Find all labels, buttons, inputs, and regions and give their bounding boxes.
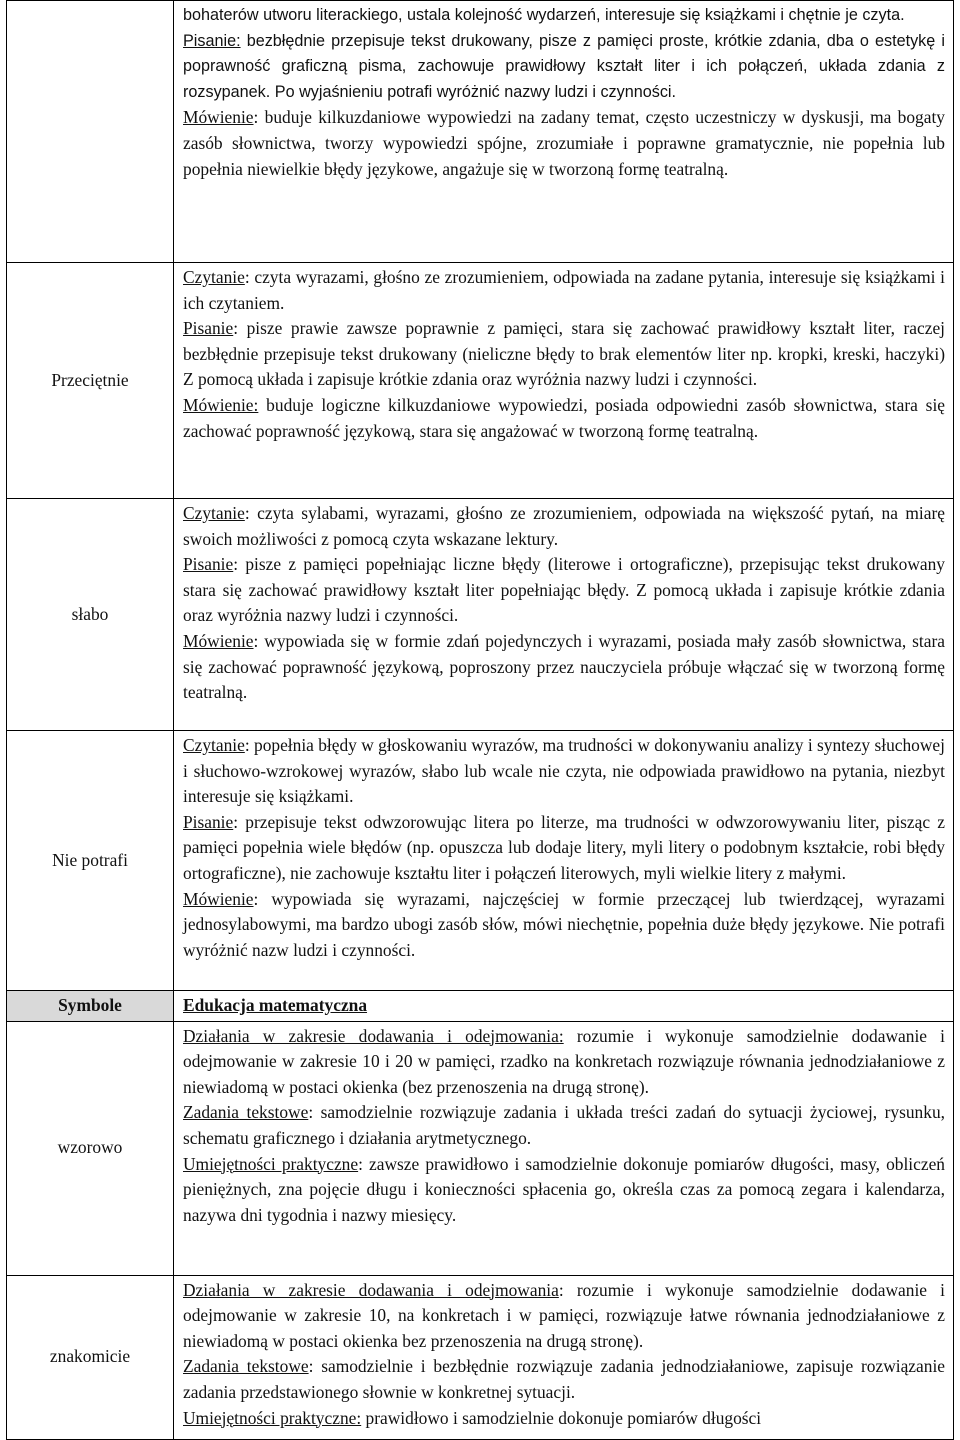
skill-description: prawidłowo i samodzielnie dokonuje pomiarów długości [361, 1407, 762, 1428]
skill-description: : wypowiada się wyrazami, najczęściej w formie przeczącej lub twierdzącej, wyrazami jednosylabowymi, ma bardzo ubogi zasób słów, mówi niechętnie, popełnia duże błędy językowe. Nie potrafi wyróżnić nazw ludzi i czynności. [183, 888, 945, 960]
level-label: słabo [71, 603, 109, 624]
table-row [7, 499, 954, 731]
criteria-paragraph [183, 29, 945, 106]
skill-description: : pisze z pamięci popełniając liczne błędy (literowe i ortograficzne), przepisując tekst drukowany stara się zachować prawidłowy kształt liter popełniając błędy. Z pomocą układa i zapisuje krótkie zdania oraz wyróżnia nazwy ludzi i czynności. [183, 554, 945, 626]
criteria-paragraph [183, 810, 945, 887]
skill-label: Pisanie [183, 554, 234, 575]
table-row [7, 263, 954, 499]
skill-label: Mówienie: [183, 394, 259, 415]
skill-description: : rozumie i wykonuje samodzielnie dodawanie i odejmowanie w zakresie 10, na konkretach i w pamięci, rozwiązuje łatwe równania jednodziałaniowe z niewiadomą w postaci okienka bez przenoszenia na drugą stronę). [183, 1279, 945, 1351]
assessment-table-body [7, 1, 954, 1440]
skill-description: : zawsze prawidłowo i samodzielnie dokonuje pomiarów długości, masy, obliczeń pieniężnych, zna pojęcie długu i konieczności spłacenia go, określa czas za pomocą zegara i kalendarza, nazywa dni tygodnia i nazwy miesięcy. [183, 1153, 945, 1225]
skill-label: Czytanie [183, 735, 245, 755]
skill-description: : pisze prawie zawsze poprawnie z pamięci, stara się zachować prawidłowy kształt liter, raczej bezbłędnie przepisuje tekst drukowany (nieliczne błędy to brak elementów liter np. kropki, kreski, haczyki) Z pomocą układa i zapisuje krótkie zdania oraz wyróżnia nazwy ludzi i czynności. [183, 318, 945, 390]
description-cell [174, 1, 954, 263]
criteria-paragraph [183, 1354, 945, 1405]
skill-description: : samodzielnie rozwiązuje zadania i układa treści zadań do sytuacji życiowej, rysunku, schematu graficznego i działania arytmetycznego. [183, 1102, 945, 1148]
level-label-cell [7, 991, 174, 1022]
skill-label: Zadania tekstowe [183, 1356, 309, 1377]
criteria-paragraph [183, 1100, 945, 1151]
table-row [7, 731, 954, 991]
level-label-cell [7, 731, 174, 991]
skill-description: bezbłędnie przepisuje tekst drukowany, pisze z pamięci proste, krótkie zdania, dba o estetykę i poprawność graficzną pisma, zachowuje prawidłowy kształt liter i ich połączeń, układa zdania z rozsypanek. Po wyjaśnieniu potrafi wyróżnić nazwy ludzi i czynności. [183, 31, 945, 101]
skill-label: Pisanie [183, 811, 234, 832]
skill-description: buduje logiczne kilkuzdaniowe wypowiedzi, posiada odpowiedni zasób słownictwa, stara się zachować poprawność językową, stara się angażować w tworzoną formę teatralną. [183, 394, 945, 441]
skill-label: Pisanie [183, 318, 234, 339]
skill-label: Mówienie [183, 888, 254, 909]
description-cell [174, 1275, 954, 1439]
skill-description: : buduje kilkuzdaniowe wypowiedzi na zadany temat, często uczestniczy w dyskusji, ma bogaty zasób słownictwa, tworzy wypowiedzi spójne, zrozumiałe i poprawne gramatycznie, nie popełnia lub popełnia niewielkie błędy językowe, angażuje się w tworzoną formę teatralną. [183, 107, 945, 179]
skill-label: Zadania tekstowe [183, 1102, 309, 1123]
table-row [7, 1275, 954, 1439]
criteria-paragraph [183, 1278, 945, 1355]
section-heading: Edukacja matematyczna [183, 995, 368, 1015]
level-label: znakomicie [49, 1346, 131, 1367]
criteria-paragraph [183, 393, 945, 444]
table-row [7, 1021, 954, 1275]
assessment-table [6, 0, 954, 1440]
criteria-paragraph [183, 733, 945, 810]
skill-label: Mówienie [183, 107, 254, 128]
skill-description: bohaterów utworu literackiego, ustala kolejność wydarzeń, interesuje się książkami i chętnie je czyta. [183, 6, 905, 24]
description-cell [174, 731, 954, 991]
skill-label: Pisanie: [183, 31, 241, 50]
skill-label: Czytanie [183, 267, 245, 287]
level-label-cell [7, 1021, 174, 1275]
skill-label: Czytanie [183, 503, 245, 523]
table-row [7, 991, 954, 1022]
skill-description: : czyta sylabami, wyrazami, głośno ze zrozumieniem, odpowiada na większość pytań, na miarę swoich możliwości z pomocą czyta wskazane lektury. [183, 503, 945, 549]
skill-description: : czyta wyrazami, głośno ze zrozumieniem, odpowiada na zadane pytania, interesuje się książkami i ich czytaniem. [183, 267, 945, 313]
table-row [7, 1, 954, 263]
skill-description: : przepisuje tekst odwzorowując litera po literze, ma trudności w odwzorowywaniu liter, pisząc z pamięci popełnia wiele błędów (np. opuszcza lub dodaje litery, myli litery o podobnym kształcie, robi błędy ortograficzne), nie zachowuje kształtu liter i połączeń literowych, myli wielkie litery z małymi. [183, 811, 945, 883]
level-label-cell [7, 1, 174, 263]
level-label: wzorowo [57, 1137, 123, 1158]
criteria-paragraph [183, 887, 945, 964]
level-label: Symbole [58, 995, 122, 1015]
criteria-paragraph [183, 552, 945, 629]
criteria-paragraph [183, 316, 945, 393]
skill-description: rozumie i wykonuje samodzielnie dodawanie i odejmowanie w zakresie 10 i 20 w pamięci, rzadko na konkretach rozwiązuje równania jednodziałaniowe z niewiadomą w postaci okienka (bez przenoszenia na drugą stronę). [183, 1025, 945, 1097]
criteria-paragraph [183, 3, 945, 29]
level-label-cell [7, 1275, 174, 1439]
criteria-paragraph [183, 1406, 945, 1432]
skill-description: : wypowiada się w formie zdań pojedynczych i wyrazami, posiada mały zasób słownictwa, stara się zachować poprawność językową, poproszony przez nauczyciela próbuje włączać się w tworzoną formę teatralną. [183, 630, 945, 703]
level-label: Przeciętnie [51, 369, 129, 390]
level-label-cell [7, 263, 174, 499]
criteria-paragraph [183, 105, 945, 182]
skill-label: Działania w zakresie dodawania i odejmowania: [183, 1025, 564, 1046]
description-cell [174, 499, 954, 731]
criteria-paragraph [183, 1152, 945, 1229]
description-cell [174, 263, 954, 499]
skill-label: Działania w zakresie dodawania i odejmowania [183, 1279, 559, 1300]
skill-label: Umiejętności praktyczne [183, 1153, 359, 1174]
criteria-paragraph [183, 501, 945, 552]
level-label: Nie potrafi [52, 849, 128, 870]
description-cell [174, 991, 954, 1022]
description-cell [174, 1021, 954, 1275]
skill-description: : popełnia błędy w głoskowaniu wyrazów, ma trudności w dokonywaniu analizy i syntezy słuchowej i słuchowo-wzrokowej wyrazów, słabo lub wcale nie czyta, nie odpowiada prawidłowo na pytania, niezbyt interesuje się książkami. [183, 735, 945, 807]
criteria-paragraph [183, 265, 945, 316]
level-label-cell [7, 499, 174, 731]
criteria-paragraph [183, 1024, 945, 1101]
skill-description: : samodzielnie i bezbłędnie rozwiązuje zadania jednodziałaniowe, zapisuje rozwiązanie zadania przedstawionego słownie w konkretnej sytuacji. [183, 1356, 945, 1402]
skill-label: Umiejętności praktyczne: [183, 1407, 362, 1428]
skill-label: Mówienie [183, 630, 254, 651]
criteria-paragraph [183, 629, 945, 706]
